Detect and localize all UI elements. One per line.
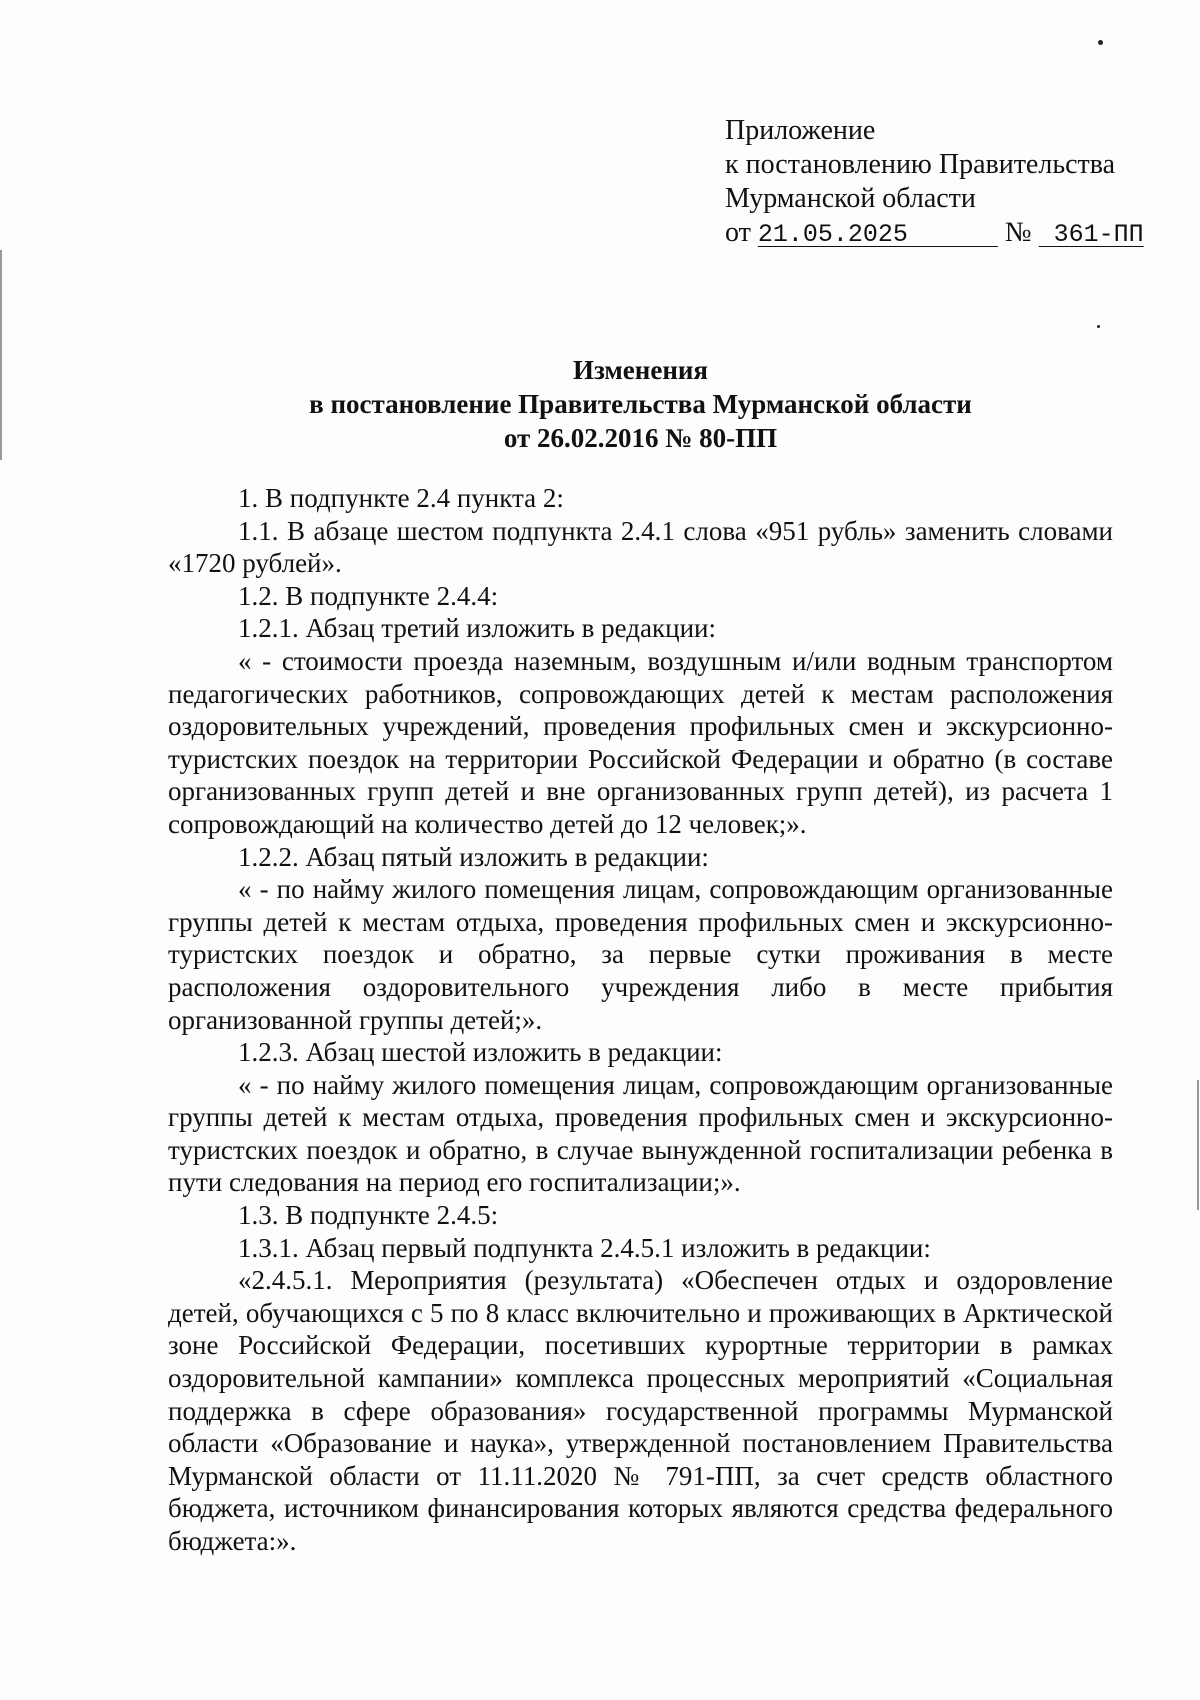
paragraph: 1.3. В подпункте 2.4.5: xyxy=(238,1200,499,1231)
paragraph: « - по найму жилого помещения лицам, сопровождающим организованные группы детей к местам отдыха, проведения профильных смен и экскурсионно-туристских поездок и обратно, в случае вынужденной госпитализации ребенка в пути следования на период его госпитализации;». xyxy=(168,1069,1113,1198)
paragraph: 1.2.2. Абзац пятый изложить в редакции: xyxy=(238,841,709,872)
scan-edge-right xyxy=(1197,1080,1199,1210)
paragraph: 1. В подпункте 2.4 пункта 2: xyxy=(238,483,564,513)
appendix-date-line xyxy=(725,216,1155,252)
paragraph: «2.4.5.1. Мероприятия (результата) «Обеспечен отдых и оздоровление детей, обучающихся с 5 по 8 класс включительно и проживающих в Арктической зоне Российской Федерации, посетивших курортные территории в рамках оздоровительной кампании» комплекса процессных мероприятий «Социальная поддержка в сфере образования» государственной программы Мурманской области «Образование и наука», утвержденной постановлением Правительства Мурманской области от 11.11.2020 № 791-ПП, за счет средств областного бюджета, источником финансирования которых являются средства федерального бюджета:». xyxy=(168,1265,1113,1556)
appendix-line: Мурманской области xyxy=(725,183,976,214)
paragraph: 1.1. В абзаце шестом подпункта 2.4.1 слова «951 рубль» заменить словами «1720 рублей». xyxy=(168,515,1113,579)
appendix-line: Приложение xyxy=(725,115,876,146)
scan-dot xyxy=(1098,40,1103,45)
title-line: от 26.02.2016 № 80-ПП xyxy=(503,423,778,453)
document-number: 361-ПП xyxy=(1053,220,1144,249)
paragraph: « - стоимости проезда наземным, воздушным и/или водным транспортом педагогических работников, сопровождающих детей к местам расположения оздоровительных учреждений, проведения профильных смен и экскурсионно-туристских поездок на территории Российской Федерации и обратно (в составе организованных групп детей и вне организованных групп детей), из расчета 1 сопровождающий на количество детей до 12 человек;». xyxy=(168,645,1113,839)
scan-dot xyxy=(1097,325,1100,328)
date-prefix: от xyxy=(725,217,751,248)
scan-edge-left xyxy=(0,250,2,460)
paragraph: 1.2. В подпункте 2.4.4: xyxy=(238,580,499,611)
title-line: в постановление Правительства Мурманской области xyxy=(309,389,972,419)
document-date: 21.05.2025 xyxy=(757,220,908,249)
appendix-line: к постановлению Правительства xyxy=(725,149,1116,180)
document-title xyxy=(168,353,1113,455)
document-body xyxy=(168,482,1113,1558)
paragraph: 1.3.1. Абзац первый подпункта 2.4.5.1 изложить в редакции: xyxy=(238,1232,931,1263)
paragraph: 1.2.3. Абзац шестой изложить в редакции: xyxy=(238,1037,723,1068)
paragraph: 1.2.1. Абзац третий изложить в редакции: xyxy=(238,613,716,644)
paragraph: « - по найму жилого помещения лицам, сопровождающим организованные группы детей к местам отдыха, проведения профильных смен и экскурсионно-туристских поездок и обратно, за первые сутки проживания в месте расположения оздоровительного учреждения либо в месте прибытия организованной группы детей;». xyxy=(168,874,1113,1035)
appendix-block xyxy=(725,114,1155,252)
number-prefix: № xyxy=(1004,217,1032,248)
title-line: Изменения xyxy=(572,355,709,385)
